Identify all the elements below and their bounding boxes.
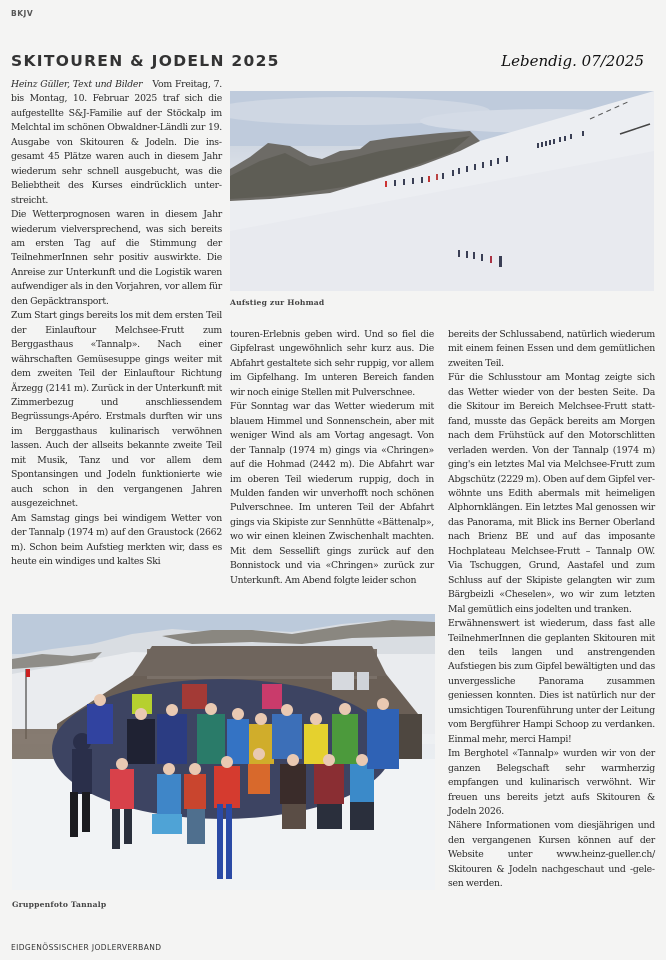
text-column-3 <box>448 328 655 892</box>
article-title: SKITOUREN & JODELN 2025 <box>11 52 280 70</box>
group-photo <box>12 614 435 890</box>
paragraph: Die Wetterprognosen waren in diesem Jahr wiederum vielversprechend, was sich bereits am ersten Tag auf die Stimmung der TeilnehmerInnen sehr positiv auswirkte. Die Anreise zur Unterkunft und die Logistik waren aufwendiger als in den Vorjahren, vor allem für den Gepäcktransport. <box>11 209 222 307</box>
paragraph: Im Berghotel «Tannalp» wurden wir von der ganzen Belegschaft sehr warmherzig empfangen und kulinarisch verwöhnt. Wir freuen uns bereits jetzt aufs Skitouren & Jodeln 2026. <box>448 748 655 817</box>
paragraph: Zum Start gings bereits los mit dem ersten Teil der Einlauftour Melchsee-Frutt zum Berggasthaus «Tannalp». Nach einer währschaften Gemüsesuppe gings weiter mit dem zweiten Teil der Einlauftour Richtung Ärzegg (2141 m). Zurück in der Unterkunft mit Zimmerbezug und anschliessendem Begrüssungs-Apéro. Erstmals durften wir uns im Berggasthaus kulinarisch verwöhnen lassen. Auch der allseits bekannte zweite Teil mit Musik, Tanz und vor allem dem Spontansingen und Jodeln funktionierte wie auch schon in den vergangenen Jahren ausgezeichnet. <box>11 310 222 510</box>
paragraph: bereits der Schlussabend, natürlich wiederum mit einem feinen Essen und dem gemütlichen zweiten Teil. <box>448 329 655 369</box>
section-label: BKJV <box>11 9 34 18</box>
footer-publisher: EIDGENÖSSISCHER JODLERVERBAND <box>11 943 162 952</box>
paragraph: Für Sonntag war das Wetter wiederum mit blauem Himmel und Sonnenschein, aber mit weniger Wind als am Vortag angesagt. Von der Tannalp (1974 m) gings via «Chringen» auf die Hohmad (2442 m). Die Abfahrt war im oberen Teil wiederum ruppig, doch in Mulden fanden wir unverhofft noch schönen Pulverschnee. Im unteren Teil der Abfahrt gings via Skipiste zur Sennhütte «Bättenalp», wo wir einen kleinen Zwischenhalt machten. Mit dem Sessellift gings zurück auf den Bonnistock und via «Chringen» zurück zur Unterkunft. Am Abend folgte leider schon <box>230 401 434 586</box>
ascent-photo-caption: Aufstieg zur Hohmad <box>230 298 325 307</box>
paragraph: touren-Erlebnis geben wird. Und so fiel die Gipfelrast ungewöhnlich sehr kurz aus. Die Abfahrt gestaltete sich sehr ruppig, vor allem im Gipfelhang. Im unteren Bereich fanden wir noch einige Stellen mit Pulverschnee. <box>230 329 434 398</box>
group-photo-caption: Gruppenfoto Tannalp <box>12 900 107 909</box>
paragraph: Nähere Informationen vom diesjährigen und den vergangenen Kursen können auf der Website unter www.heinz-gueller.ch/ Skitouren & Jodeln nachgeschaut und -gelesen werden. <box>448 820 655 890</box>
paragraph: Erwähnenswert ist wiederum, dass fast alle TeilnehmerInnen die geplanten Skitouren mit den teils langen und anstrengenden Aufstiegen bis zum Gipfel bewältigten und das unvergessliche Panorama zusammen geniessen konnten. Dies ist natürlich nur der umsichtigen Tourenführung unter der Leitung vom Bergführer Hampi Schoop zu verdanken. Einmal mehr, merci Hampi! <box>448 618 655 745</box>
edition-label: Lebendig. 07/2025 <box>501 52 644 70</box>
text-column-1 <box>11 78 222 569</box>
paragraph: Für die Schlusstour am Montag zeigte sich das Wetter wieder von der besten Seite. Da die Skitour im Bereich Melchsee-Frutt stattfand, musste das Gepäck bereits am Morgen nach dem Frühstück auf den Motorschlitten verladen werden. Von der Tannalp (1974 m) ging's ein letztes Mal via Melchsee-Frutt zum Abgschütz (2229 m). Oben auf dem Gipfel verwöhnte uns Edith abermals mit heimeligen Alphornklängen. Ein letztes Mal genossen wir das Panorama, mit Blick ins Berner Oberland nach Brienz BE und auf das imposante Hochplateau Melchsee-Frutt – Tannalp OW. Via Tschuggen, Grund, Aastafel und zum Schluss auf der Skipiste gelangten wir zum Bärgbeizli «Cheselen», wo wir zum letzten Mal gemütlich eins jodelten und tranken. <box>448 372 655 615</box>
ascent-photo <box>230 91 654 291</box>
paragraph: Heinz Güller, Text und Bilder Vom Freitag, 7. bis Montag, 10. Februar 2025 traf sich die aufgestellte S&J-Familie auf der Stöckalp im Melchtal im schönen Obwaldner-Ländli zur 19. Ausgabe von Skitouren & Jodeln. Die insgesamt 45 Plätze waren auch in diesem Jahr wiederum sehr schnell ausgebucht, was die Beliebtheit des Kurses eindrücklich unterstreicht. <box>11 79 222 206</box>
paragraph: Am Samstag gings bei windigem Wetter von der Tannalp (1974 m) auf den Graustock (2662 m). Schon beim Aufstieg merkten wir, dass es heute ein windiges und kaltes Ski <box>11 512 222 567</box>
text-column-2 <box>230 328 434 588</box>
byline: Heinz Güller, Text und Bilder <box>11 79 143 90</box>
